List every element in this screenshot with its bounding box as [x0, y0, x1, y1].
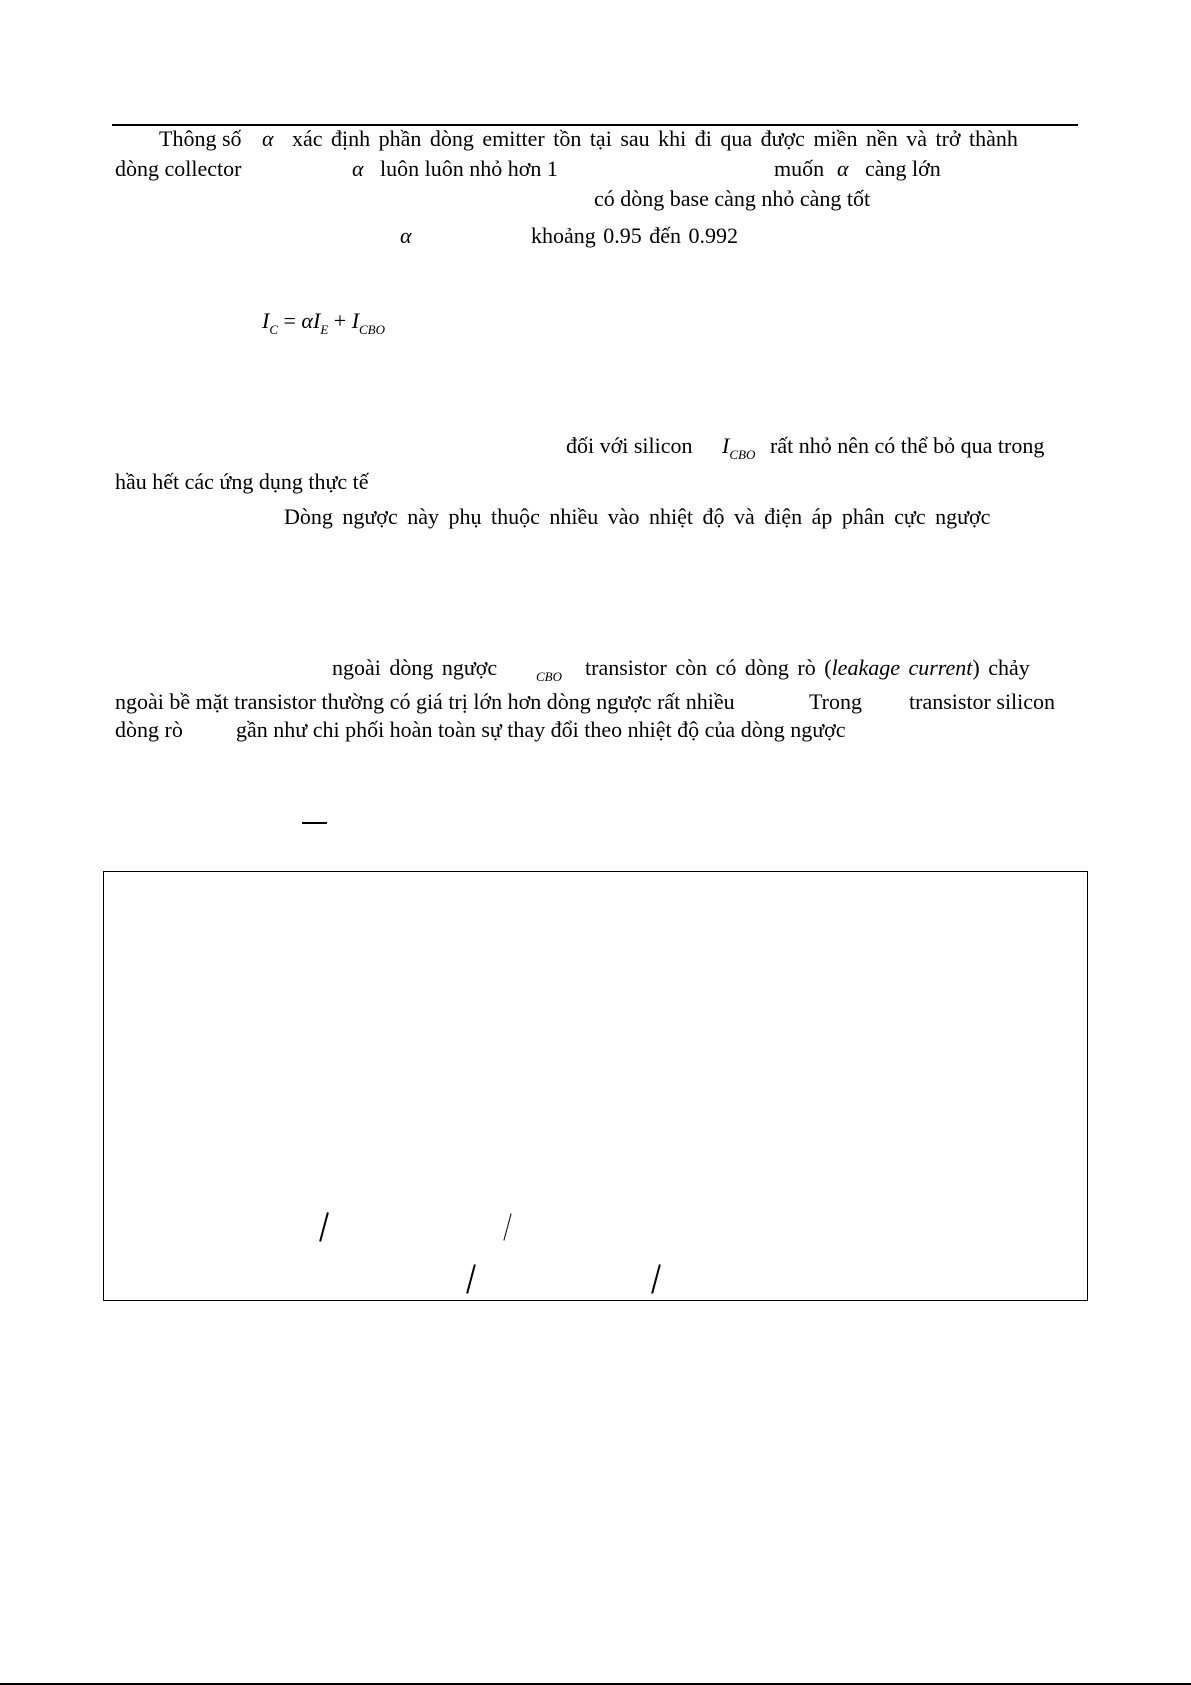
- p3-line1-close: ) chảy: [972, 655, 1030, 680]
- icbo-inline: [722, 433, 756, 462]
- p3-line1-mid: [585, 657, 1030, 679]
- alpha-symbol: α: [301, 308, 313, 333]
- alpha-symbol: α: [352, 156, 364, 181]
- formula-box: [103, 871, 1088, 1301]
- leakage-current-term: leakage current: [831, 655, 973, 680]
- alpha-symbol: α: [400, 223, 412, 248]
- p1-line2-start: dòng collector: [115, 156, 242, 181]
- p1-line2-end: càng lớn: [865, 156, 941, 181]
- fraction-slash: [466, 1264, 476, 1293]
- footer-rule: [0, 1683, 1191, 1685]
- p2-line1-start: đối với silicon: [566, 433, 693, 458]
- p3-line2-start: ngoài bề mặt transistor thường có giá trị lớn hơn dòng ngược rất nhiều: [115, 689, 735, 714]
- ic-subscript: C: [269, 322, 278, 337]
- p3-line2-end: transistor silicon: [909, 689, 1056, 714]
- p1-line4: khoảng 0.95 đến 0.992: [531, 223, 739, 248]
- p1-line3: có dòng base càng nhỏ càng tốt: [594, 186, 871, 211]
- p1-line1-start: Thông số: [159, 126, 242, 151]
- p2-line1-end: rất nhỏ nên có thể bỏ qua trong: [770, 433, 1045, 458]
- p3-line3-start: dòng rò: [115, 717, 183, 742]
- p1-line2-want: muốn: [774, 156, 825, 181]
- equals-sign: =: [283, 308, 296, 333]
- fraction-slash: [651, 1264, 661, 1293]
- p2-line3: Dòng ngược này phụ thuộc nhiều vào nhiệt độ và điện áp phân cực ngược: [284, 504, 991, 529]
- alpha-symbol: α: [262, 126, 274, 151]
- fraction-slash: [503, 1213, 511, 1240]
- p3-line1-text: transistor còn có dòng rò (: [585, 655, 832, 680]
- ie-symbol: I: [312, 308, 321, 333]
- fraction-slash: [319, 1212, 329, 1241]
- p2-line2: hầu hết các ứng dụng thực tế: [115, 469, 369, 494]
- alpha-symbol: α: [837, 156, 849, 181]
- p3-line3-end: gần như chi phối hoàn toàn sự thay đổi theo nhiệt độ của dòng ngược: [236, 717, 846, 742]
- ic-symbol: I: [262, 308, 270, 333]
- fraction-bar: [302, 822, 327, 824]
- cbo-subscript: CBO: [536, 669, 562, 684]
- icbo-subscript: CBO: [729, 447, 756, 462]
- p3-line1-start: ngoài dòng ngược: [332, 655, 498, 680]
- p3-line2-mid: Trong: [809, 689, 862, 714]
- icbo-subscript: CBO: [359, 322, 386, 337]
- ie-subscript: E: [320, 322, 329, 337]
- plus-sign: +: [333, 308, 347, 333]
- p1-line2-mid: luôn luôn nhỏ hơn 1: [380, 156, 558, 181]
- p1-line1-rest: xác định phần dòng emitter tồn tại sau khi đi qua được miền nền và trở thành: [292, 126, 1018, 151]
- collector-current-equation: [262, 308, 386, 337]
- icbo-symbol: I: [351, 308, 360, 333]
- icbo-symbol: I: [722, 433, 730, 458]
